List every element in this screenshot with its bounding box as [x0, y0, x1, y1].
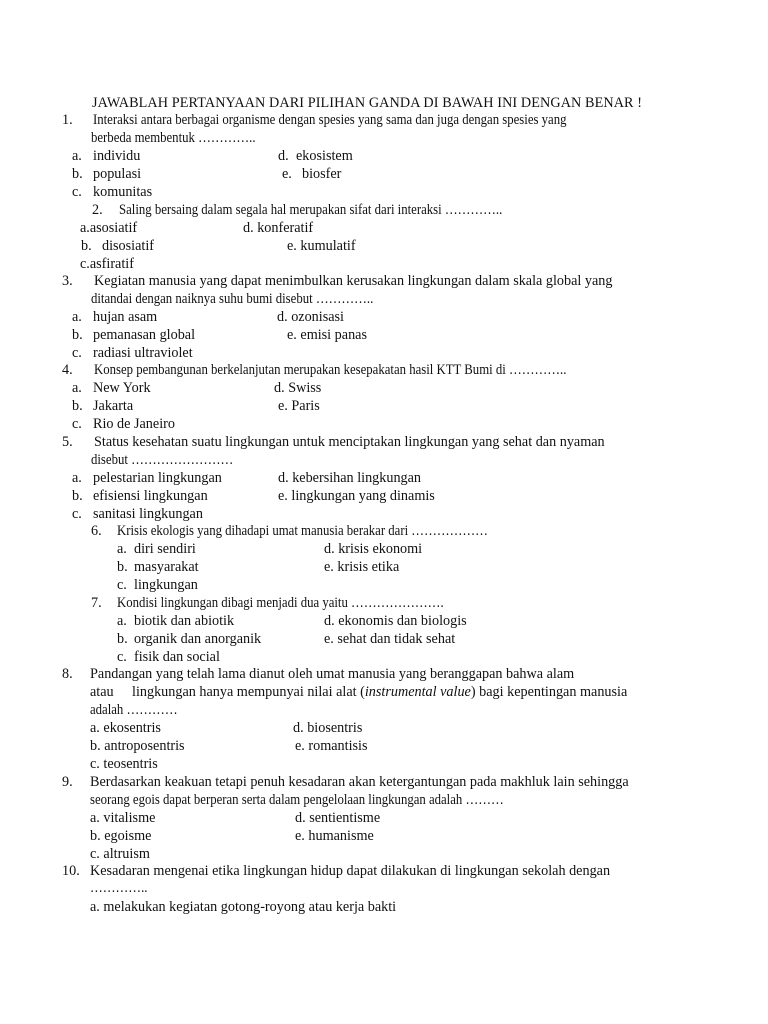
question-text: ditandai dengan naiknya suhu bumi disebut ………….. [91, 291, 374, 307]
option-letter: c. [72, 416, 82, 432]
option-c: komunitas [93, 184, 153, 200]
option-a: a.asosiatif [80, 220, 138, 236]
option-letter: a. [72, 380, 82, 396]
question-text: Krisis ekologis yang dihadapi umat manusia berakar dari ……………… [117, 523, 488, 539]
option-c: c. teosentris [90, 756, 158, 772]
question-text: atau [90, 684, 114, 700]
option-e: biosfer [302, 166, 342, 182]
option-a: New York [93, 380, 151, 396]
option-b: Jakarta [93, 398, 134, 414]
question-text: ………….. [90, 880, 148, 896]
question-text: Kegiatan manusia yang dapat menimbulkan kerusakan lingkungan dalam skala global yang [94, 273, 613, 289]
question-number: 2. [92, 202, 103, 218]
option-b: b. antroposentris [90, 738, 185, 754]
question-text: Berdasarkan keakuan tetapi penuh kesadaran akan ketergantungan pada makhluk lain sehingga [90, 774, 629, 790]
option-b: masyarakat [134, 559, 199, 575]
option-letter: a. [117, 613, 127, 629]
question-text: Kondisi lingkungan dibagi menjadi dua yaitu …………………. [117, 595, 444, 611]
question-text: berbeda membentuk ………….. [91, 130, 256, 146]
option-letter: e. [282, 166, 292, 182]
option-c: sanitasi lingkungan [93, 506, 203, 522]
option-letter: b. [72, 327, 83, 343]
option-letter: b. [72, 166, 83, 182]
option-e: e. emisi panas [287, 327, 367, 343]
option-letter: b. [72, 398, 83, 414]
page-title: JAWABLAH PERTANYAAN DARI PILIHAN GANDA DI BAWAH INI DENGAN BENAR ! [92, 95, 643, 111]
option-d: d. ekonomis dan biologis [324, 613, 467, 629]
option-letter: b. [81, 238, 92, 254]
question-number: 6. [91, 523, 102, 539]
option-a: a. ekosentris [90, 720, 161, 736]
option-b: efisiensi lingkungan [93, 488, 208, 504]
option-letter: c. [72, 184, 82, 200]
option-c: lingkungan [134, 577, 198, 593]
option-a: diri sendiri [134, 541, 196, 557]
option-e: e. romantisis [295, 738, 368, 754]
question-text: Status kesehatan suatu lingkungan untuk menciptakan lingkungan yang sehat dan nyaman [94, 434, 605, 450]
question-text: Pandangan yang telah lama dianut oleh umat manusia yang beranggapan bahwa alam [90, 666, 575, 682]
option-a: a. vitalisme [90, 810, 156, 826]
option-d: d. konferatif [243, 220, 314, 236]
option-c: fisik dan social [134, 649, 220, 665]
option-d: d. Swiss [274, 380, 322, 396]
option-a: individu [93, 148, 141, 164]
option-a: a. melakukan kegiatan gotong-royong atau kerja bakti [90, 899, 397, 915]
option-letter: c. [117, 649, 127, 665]
option-e: e. krisis etika [324, 559, 400, 575]
option-b: populasi [93, 166, 142, 182]
question-text: Kesadaran mengenai etika lingkungan hidup dapat dilakukan di lingkungan sekolah dengan [90, 863, 611, 879]
question-text: disebut …………………… [91, 452, 234, 468]
option-a: hujan asam [93, 309, 158, 325]
option-letter: b. [72, 488, 83, 504]
question-text: adalah ………… [90, 702, 178, 718]
question-number: 1. [62, 112, 73, 128]
question-text: Saling bersaing dalam segala hal merupakan sifat dari interaksi ………….. [119, 202, 503, 218]
question-number: 4. [62, 362, 73, 378]
option-e: e. humanisme [295, 828, 374, 844]
option-b: b. egoisme [90, 828, 152, 844]
question-number: 5. [62, 434, 73, 450]
option-c: c.asfiratif [80, 256, 134, 272]
option-b: disosiatif [102, 238, 155, 254]
option-letter: a. [72, 470, 82, 486]
question-number: 3. [62, 273, 73, 289]
option-letter: b. [117, 559, 128, 575]
option-c: c. altruism [90, 846, 150, 862]
option-letter: c. [72, 506, 82, 522]
question-number: 8. [62, 666, 73, 682]
question-text: Konsep pembangunan berkelanjutan merupakan kesepakatan hasil KTT Bumi di ………….. [94, 362, 567, 378]
option-a: biotik dan abiotik [134, 613, 235, 629]
option-e: e. kumulatif [287, 238, 356, 254]
option-c: Rio de Janeiro [93, 416, 175, 432]
option-d: d. krisis ekonomi [324, 541, 423, 557]
option-letter: a. [117, 541, 127, 557]
option-letter: a. [72, 148, 82, 164]
option-letter: d. [278, 148, 289, 164]
option-c: radiasi ultraviolet [93, 345, 193, 361]
question-text: seorang egois dapat berperan serta dalam pengelolaan lingkungan adalah ……… [90, 792, 504, 808]
option-letter: b. [117, 631, 128, 647]
option-e: e. lingkungan yang dinamis [278, 488, 435, 504]
question-number: 10. [62, 863, 80, 879]
option-d: d. biosentris [293, 720, 363, 736]
question-number: 9. [62, 774, 73, 790]
option-letter: a. [72, 309, 82, 325]
option-d: d. ozonisasi [277, 309, 344, 325]
question-number: 7. [91, 595, 102, 611]
question-text: Interaksi antara berbagai organisme dengan spesies yang sama dan juga dengan spesies yang [93, 112, 567, 128]
question-text: lingkungan hanya mempunyai nilai alat (instrumental value) bagi kepentingan manusia [132, 684, 628, 700]
option-a: pelestarian lingkungan [93, 470, 222, 486]
option-letter: c. [117, 577, 127, 593]
option-d: ekosistem [296, 148, 353, 164]
option-letter: c. [72, 345, 82, 361]
option-e: e. sehat dan tidak sehat [324, 631, 456, 647]
option-e: e. Paris [278, 398, 320, 414]
option-d: d. sentientisme [295, 810, 381, 826]
option-b: organik dan anorganik [134, 631, 262, 647]
option-d: d. kebersihan lingkungan [278, 470, 422, 486]
option-b: pemanasan global [93, 327, 196, 343]
